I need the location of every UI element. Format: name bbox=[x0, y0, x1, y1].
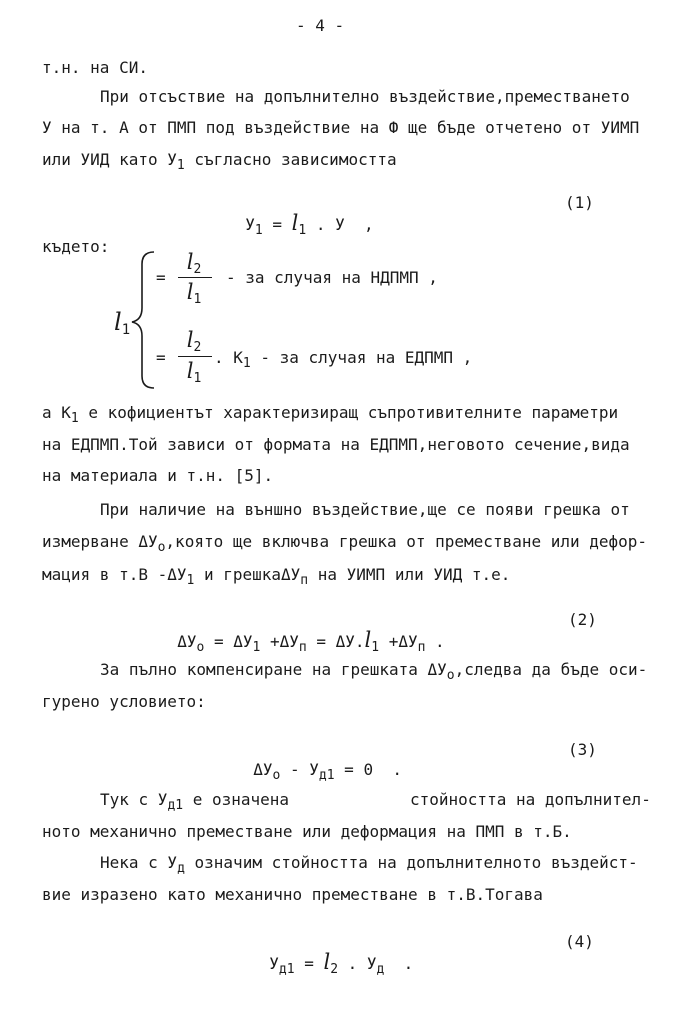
text-line: За пълно компенсиране на грешката $\Delta У_о,следва$ да бъде оси- bbox=[100, 660, 648, 683]
text-line: При наличие на външно въздействие,ще се появи грешка от bbox=[100, 500, 630, 519]
left-brace bbox=[128, 250, 158, 390]
text-line: където: bbox=[42, 237, 110, 256]
eq-sign: = bbox=[156, 348, 166, 367]
text-line: т.н. на СИ. bbox=[42, 58, 148, 77]
text-line: измерване $\Delta У_о,която$ ще включва грешка от преместване или дефор- bbox=[42, 532, 648, 555]
equation-2: $\Delta У_о = \Delta У_1 +\Delta У_п = \Delta У.l_1 +\Delta У_п$ . bbox=[177, 628, 445, 655]
page-number: - 4 - bbox=[296, 16, 345, 35]
eq-sign: = bbox=[156, 268, 166, 287]
fraction-bar bbox=[178, 356, 212, 357]
brace-label: $l_1$ bbox=[114, 308, 131, 338]
fraction-1-denominator: $l_1$ bbox=[186, 280, 202, 307]
fraction-2-numerator: $l_2$ bbox=[186, 328, 202, 355]
text-line: на материала и т.н. [5]. bbox=[42, 466, 274, 485]
text-line: или УИД като $У_1$ съгласно зависимостта bbox=[42, 150, 397, 173]
equation-3: $\Delta У_о - У_{д1} = 0$ . bbox=[253, 760, 402, 783]
text-line: При отсъствие на допълнително въздействие,преместването bbox=[100, 87, 630, 106]
equation-number: (1) bbox=[565, 193, 594, 212]
fraction-bar bbox=[178, 277, 212, 278]
text-line: У на т. А от ПМП под въздействие на Ф ще бъде отчетено от УИМП bbox=[42, 118, 640, 137]
equation-number: (2) bbox=[568, 610, 597, 629]
text-line: гурено условието: bbox=[42, 692, 206, 711]
text-line: Нека с $У_д$ означим стойността на допълнителното въздейст- bbox=[100, 853, 638, 876]
fraction-2-denominator: $l_1$ bbox=[186, 359, 202, 386]
equation-4: $У_{д1} = l_2$ . $У_д$ . bbox=[269, 950, 414, 977]
text-line: Тук с $У_{д1}$ е означена bbox=[100, 790, 290, 813]
case-1-text: - за случая на НДПМП , bbox=[226, 268, 438, 287]
equation-number: (4) bbox=[565, 932, 594, 951]
text-line: мация в т.В $-\Delta У_1$ и грешкаΔУ$_п$ на УИМП или УИД т.е. bbox=[42, 565, 511, 588]
text-line: а $К_1$ е кофициентът характеризиращ съпротивителните параметри bbox=[42, 403, 619, 426]
fraction-1-numerator: $l_2$ bbox=[186, 250, 202, 277]
text-line: на ЕДПМП.Той зависи от формата на ЕДПМП,неговото сечение,вида bbox=[42, 435, 630, 454]
equation-number: (3) bbox=[568, 740, 597, 759]
text-line: ното механично преместване или деформация на ПМП в т.Б. bbox=[42, 822, 572, 841]
case-2-text: . $К_1$ - за случая на ЕДПМП , bbox=[214, 348, 473, 371]
text-line: стойността на допълнител- bbox=[410, 790, 651, 809]
text-line: вие изразено като механично преместване в т.В.Тогава bbox=[42, 885, 543, 904]
equation-1: $У_1 = l_1$ . У , bbox=[245, 211, 374, 238]
